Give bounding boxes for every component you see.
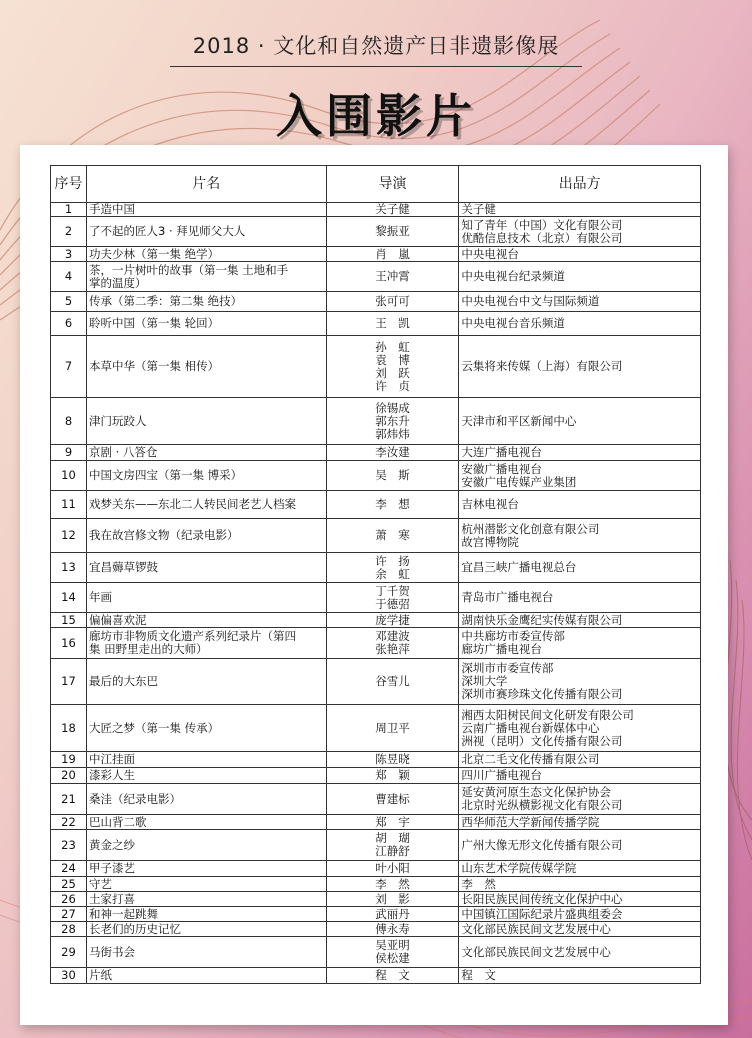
- cell-no: 30: [51, 968, 87, 984]
- table-row: [51, 815, 701, 830]
- table-row: [51, 217, 701, 247]
- cell-director: 萧 寒: [326, 519, 459, 553]
- cell-producer: 中国镇江国际纪录片盛典组委会: [459, 907, 701, 922]
- table-row: [51, 705, 701, 752]
- cell-director: 丁千贺 于德弨: [326, 583, 459, 613]
- table-row: [51, 861, 701, 877]
- table-row: [51, 262, 701, 292]
- table-row: [51, 461, 701, 491]
- cell-director: 刘 影: [326, 892, 459, 907]
- cell-no: 2: [51, 217, 87, 247]
- cell-no: 24: [51, 861, 87, 877]
- table-row: [51, 659, 701, 705]
- cell-film: 马街书会: [86, 937, 326, 968]
- cell-no: 12: [51, 519, 87, 553]
- table-row: [51, 922, 701, 937]
- cell-director: 徐锡成 郭东升 郭炜炜: [326, 398, 459, 445]
- table-row: [51, 553, 701, 583]
- header-producer: 出品方: [459, 166, 701, 203]
- cell-no: 13: [51, 553, 87, 583]
- cell-producer: 吉林电视台: [459, 491, 701, 519]
- subtitle-divider: [170, 66, 582, 67]
- table-row: [51, 877, 701, 892]
- cell-director: 王 凯: [326, 312, 459, 336]
- cell-producer: 山东艺术学院传媒学院: [459, 861, 701, 877]
- cell-producer: 杭州潜影文化创意有限公司 故宫博物院: [459, 519, 701, 553]
- cell-no: 26: [51, 892, 87, 907]
- table-row: [51, 583, 701, 613]
- cell-film: 片纸: [86, 968, 326, 984]
- cell-director: 王冲霄: [326, 262, 459, 292]
- cell-film: 廊坊市非物质文化遗产系列纪录片（第四 集 田野里走出的大师）: [86, 628, 326, 659]
- table-row: [51, 830, 701, 861]
- cell-no: 6: [51, 312, 87, 336]
- cell-director: 程 文: [326, 968, 459, 984]
- cell-film: 巴山背二歌: [86, 815, 326, 830]
- cell-no: 19: [51, 752, 87, 768]
- cell-no: 8: [51, 398, 87, 445]
- cell-film: 守艺: [86, 877, 326, 892]
- header-no: 序号: [51, 166, 87, 203]
- cell-producer: 程 文: [459, 968, 701, 984]
- page-title: 入围影片: [276, 89, 476, 143]
- cell-director: 吴亚明 侯松建: [326, 937, 459, 968]
- cell-no: 1: [51, 203, 87, 217]
- cell-director: 李汝建: [326, 445, 459, 461]
- cell-no: 10: [51, 461, 87, 491]
- cell-film: 年画: [86, 583, 326, 613]
- cell-producer: 知了青年（中国）文化有限公司 优酷信息技术（北京）有限公司: [459, 217, 701, 247]
- cell-director: 邓建波 张艳萍: [326, 628, 459, 659]
- cell-director: 张可可: [326, 292, 459, 312]
- cell-producer: 文化部民族民间文艺发展中心: [459, 937, 701, 968]
- cell-director: 庞学捷: [326, 613, 459, 628]
- cell-no: 28: [51, 922, 87, 937]
- cell-no: 18: [51, 705, 87, 752]
- cell-producer: 中央电视台: [459, 247, 701, 262]
- cell-producer: 长阳民族民间传统文化保护中心: [459, 892, 701, 907]
- cell-director: 胡 瑚 江静舒: [326, 830, 459, 861]
- cell-producer: 云集将来传媒（上海）有限公司: [459, 336, 701, 398]
- cell-director: 李 然: [326, 877, 459, 892]
- cell-producer: 大连广播电视台: [459, 445, 701, 461]
- cell-no: 23: [51, 830, 87, 861]
- cell-producer: 中央电视台纪录频道: [459, 262, 701, 292]
- cell-no: 9: [51, 445, 87, 461]
- cell-director: 关子健: [326, 203, 459, 217]
- film-list-card: [20, 145, 728, 1025]
- cell-producer: 北京二毛文化传播有限公司: [459, 752, 701, 768]
- cell-producer: 李 然: [459, 877, 701, 892]
- cell-film: 长老们的历史记忆: [86, 922, 326, 937]
- cell-director: 许 扬 余 虹: [326, 553, 459, 583]
- cell-film: 茶，一片树叶的故事（第一集 土地和手 掌的温度）: [86, 262, 326, 292]
- table-row: [51, 203, 701, 217]
- cell-film: 和神一起跳舞: [86, 907, 326, 922]
- table-row: [51, 336, 701, 398]
- cell-film: 桑洼（纪录电影）: [86, 784, 326, 815]
- cell-producer: 青岛市广播电视台: [459, 583, 701, 613]
- cell-film: 本草中华（第一集 相传）: [86, 336, 326, 398]
- table-row: [51, 519, 701, 553]
- cell-film: 京剧 · 八答仓: [86, 445, 326, 461]
- cell-director: 肖 嵐: [326, 247, 459, 262]
- cell-film: 漆彩人生: [86, 768, 326, 784]
- table-row: [51, 491, 701, 519]
- table-row: [51, 628, 701, 659]
- cell-producer: 中央电视台中文与国际频道: [459, 292, 701, 312]
- cell-director: 谷雪儿: [326, 659, 459, 705]
- cell-film: 黄金之纱: [86, 830, 326, 861]
- cell-director: 郑 颖: [326, 768, 459, 784]
- cell-director: 武丽丹: [326, 907, 459, 922]
- table-row: [51, 937, 701, 968]
- cell-producer: 西华师范大学新闻传播学院: [459, 815, 701, 830]
- cell-film: 戏梦关东——东北二人转民间老艺人档案: [86, 491, 326, 519]
- cell-no: 16: [51, 628, 87, 659]
- cell-producer: 湘西太阳树民间文化研发有限公司 云南广播电视台新媒体中心 洲视（昆明）文化传播有限公司: [459, 705, 701, 752]
- cell-director: 黎振亚: [326, 217, 459, 247]
- cell-director: 孙 虹 袁 博 刘 跃 许 贞: [326, 336, 459, 398]
- cell-film: 土家打喜: [86, 892, 326, 907]
- table-row: [51, 398, 701, 445]
- cell-film: 偏偏喜欢泥: [86, 613, 326, 628]
- cell-film: 手造中国: [86, 203, 326, 217]
- cell-no: 17: [51, 659, 87, 705]
- table-row: [51, 613, 701, 628]
- cell-director: 郑 宇: [326, 815, 459, 830]
- cell-no: 7: [51, 336, 87, 398]
- cell-film: 宜昌薅草锣鼓: [86, 553, 326, 583]
- cell-film: 津门玩跤人: [86, 398, 326, 445]
- cell-director: 吴 斯: [326, 461, 459, 491]
- cell-director: 周卫平: [326, 705, 459, 752]
- cell-director: 叶小阳: [326, 861, 459, 877]
- table-row: [51, 445, 701, 461]
- cell-producer: 宜昌三峡广播电视总台: [459, 553, 701, 583]
- cell-no: 14: [51, 583, 87, 613]
- cell-film: 聆听中国（第一集 轮回）: [86, 312, 326, 336]
- cell-no: 21: [51, 784, 87, 815]
- cell-film: 传承（第二季：第二集 绝技）: [86, 292, 326, 312]
- cell-no: 27: [51, 907, 87, 922]
- cell-producer: 延安黄河原生态文化保护协会 北京时光纵横影视文化有限公司: [459, 784, 701, 815]
- cell-film: 了不起的匠人3 · 拜见师父大人: [86, 217, 326, 247]
- cell-no: 3: [51, 247, 87, 262]
- cell-no: 11: [51, 491, 87, 519]
- table-row: [51, 768, 701, 784]
- film-table: [50, 165, 701, 984]
- table-row: [51, 968, 701, 984]
- table-row: [51, 292, 701, 312]
- cell-producer: 安徽广播电视台 安徽广电传媒产业集团: [459, 461, 701, 491]
- cell-producer: 天津市和平区新闻中心: [459, 398, 701, 445]
- event-subtitle: 2018 · 文化和自然遗产日非遗影像展: [192, 34, 560, 58]
- table-row: [51, 784, 701, 815]
- table-header-row: [51, 166, 701, 203]
- cell-film: 中国文房四宝（第一集 博采）: [86, 461, 326, 491]
- cell-film: 我在故宫修文物（纪录电影）: [86, 519, 326, 553]
- cell-film: 甲子漆艺: [86, 861, 326, 877]
- cell-producer: 四川广播电视台: [459, 768, 701, 784]
- table-row: [51, 752, 701, 768]
- cell-producer: 深圳市市委宣传部 深圳大学 深圳市赛珍珠文化传播有限公司: [459, 659, 701, 705]
- cell-producer: 中共廊坊市委宣传部 廊坊广播电视台: [459, 628, 701, 659]
- cell-director: 陈昱晓: [326, 752, 459, 768]
- cell-film: 大匠之梦（第一集 传承）: [86, 705, 326, 752]
- header-film: 片名: [86, 166, 326, 203]
- table-row: [51, 247, 701, 262]
- cell-no: 25: [51, 877, 87, 892]
- cell-no: 20: [51, 768, 87, 784]
- cell-no: 15: [51, 613, 87, 628]
- cell-film: 功夫少林（第一集 绝学）: [86, 247, 326, 262]
- cell-producer: 关子健: [459, 203, 701, 217]
- cell-director: 曹建标: [326, 784, 459, 815]
- cell-film: 中江挂面: [86, 752, 326, 768]
- cell-producer: 中央电视台音乐频道: [459, 312, 701, 336]
- cell-director: 傅永寿: [326, 922, 459, 937]
- cell-no: 5: [51, 292, 87, 312]
- cell-producer: 文化部民族民间文艺发展中心: [459, 922, 701, 937]
- table-row: [51, 907, 701, 922]
- table-row: [51, 312, 701, 336]
- cell-no: 22: [51, 815, 87, 830]
- cell-producer: 广州大像无形文化传播有限公司: [459, 830, 701, 861]
- header-director: 导演: [326, 166, 459, 203]
- cell-producer: 湖南快乐金鹰纪实传媒有限公司: [459, 613, 701, 628]
- cell-director: 李 想: [326, 491, 459, 519]
- cell-no: 29: [51, 937, 87, 968]
- table-row: [51, 892, 701, 907]
- cell-no: 4: [51, 262, 87, 292]
- cell-film: 最后的大东巴: [86, 659, 326, 705]
